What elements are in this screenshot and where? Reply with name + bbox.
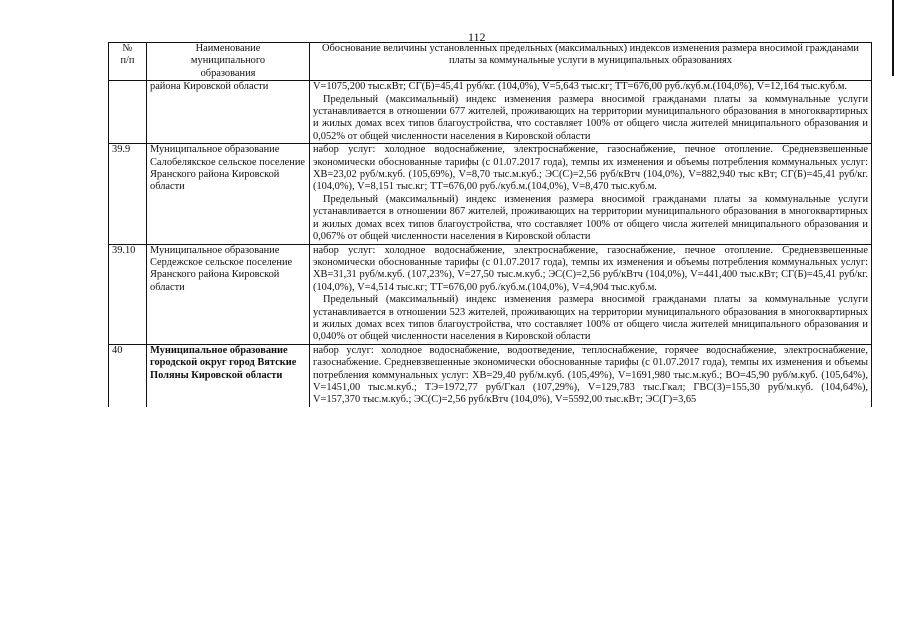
row-number: 39.9 [109,144,147,244]
row-municipality: Муниципальное образование городской округ город Вятские Поляны Кировской области [147,344,310,407]
row-paragraph: набор услуг: холодное водоснабжение, водоотведение, теплоснабжение, горячее водоснабжение, электроснабжение, газоснабжение. Средневзвешенные экономически обоснованные тарифы (с 01.07.2017 года), темпы их изменения и объемы потребления коммунальных услуг: ХВ=29,40 руб/м.куб. (105,49%), V=1691,980 тыс.м.куб.; ВО=45,90 руб/м.куб. (105,64%), V=1451,00 тыс.м.куб.; ТЭ=1972,77 руб/Гкал (107,29%), V=129,783 тыс.Гкал; ГВС(З)=155,30 руб/м.куб. (104,64%), V=157,370 тыс.м.куб.; ЭС(С)=2,56 руб/кВтч (104,0%), V=5592,00 тыс.кВт; ЭС(Г)=3,65 [313,344,868,406]
header-municipality: Наименование муниципального образования [147,43,310,81]
page-number: 112 [468,30,486,44]
row-paragraph: Предельный (максимальный) индекс изменения размера вносимой гражданами платы за коммунальные услуги устанавливается в отношении 523 жителей, проживающих на территории муниципального образования в многоквартирных и жилых домах всех типов благоустройства, что составляет 100% от общего числа жителей мниципального образования и 0,040% от общей численности населения в Кировской области [313,294,868,343]
scan-edge-line [892,0,894,76]
tariff-table [108,42,872,407]
row-paragraph: набор услуг: холодное водоснабжение, электроснабжение, газоснабжение, печное отопление. Средневзвешенные экономически обоснованные тарифы (с 01.07.2017 года), темпы их изменения и объемы потребления коммунальных услуг: ХВ=23,02 руб/м.куб. (105,69%), V=8,70 тыс.м.куб.; ЭС(С)=2,56 руб/кВтч (104,0%), V=882,940 тыс кВт; СГ(Б)=45,41 руб/кг. (104,0%), V=8,151 тыс.кг; ТТ=676,00 руб./куб.м.(104,0%), V=8,470 тыс.куб.м. [313,144,868,193]
table-row [109,144,872,244]
row-municipality: Муниципальное образование Сердежское сельское поселение Яранского района Кировской области [147,244,310,344]
table-row [109,244,872,344]
header-number: № п/п [109,43,147,81]
row-basis [310,244,872,344]
table-row [109,344,872,407]
row-paragraph: Предельный (максимальный) индекс изменения размера вносимой гражданами платы за коммунальные услуги устанавливается в отношении 677 жителей, проживающих на территории муниципального образования в многоквартирных и жилых домах всех типов благоустройства, что составляет 100% от общего числа жителей мниципального образования и 0,052% от общей численности населения в Кировской области [313,93,868,142]
row-municipality: Муниципальное образование Салобелякское сельское поселение Яранского района Кировской области [147,144,310,244]
row-basis [310,81,872,144]
row-number [109,81,147,144]
row-basis [310,144,872,244]
row-municipality: района Кировской области [147,81,310,144]
table-header-row [109,43,872,81]
row-paragraph: V=1075,200 тыс.кВт; СГ(Б)=45,41 руб/кг. (104,0%), V=5,643 тыс.кг; ТТ=676,00 руб./куб.м.(104,0%), V=12,164 тыс.куб.м. [313,81,848,93]
row-basis [310,344,872,407]
header-basis: Обоснование величины установленных предельных (максимальных) индексов изменения размера вносимой гражданами платы за коммунальные услуги в муниципальных образованиях [310,43,872,81]
row-paragraph: набор услуг: холодное водоснабжение, электроснабжение, газоснабжение, печное отопление. Средневзвешенные экономически обоснованные тарифы (с 01.07.2017 года), темпы их изменения и объемы потребления коммунальных услуг: ХВ=31,31 руб/м.куб. (107,23%), V=27,50 тыс.м.куб.; ЭС(С)=2,56 руб/кВтч (104,0%), V=441,400 тыс.кВт; СГ(Б)=45,41 руб/кг. (104,0%), V=4,514 тыс.кг; ТТ=676,00 руб./куб.м.(104,0%), V=4,904 тыс.куб.м. [313,244,868,293]
row-number: 39.10 [109,244,147,344]
row-paragraph: Предельный (максимальный) индекс изменения размера вносимой гражданами платы за коммунальные услуги устанавливается в отношении 867 жителей, проживающих на территории муниципального образования в многоквартирных и жилых домах всех типов благоустройства, что составляет 100% от общего числа жителей мниципального образования и 0,067% от общей численности населения в Кировской области [313,193,868,243]
table-row [109,81,872,144]
row-number: 40 [109,344,147,407]
